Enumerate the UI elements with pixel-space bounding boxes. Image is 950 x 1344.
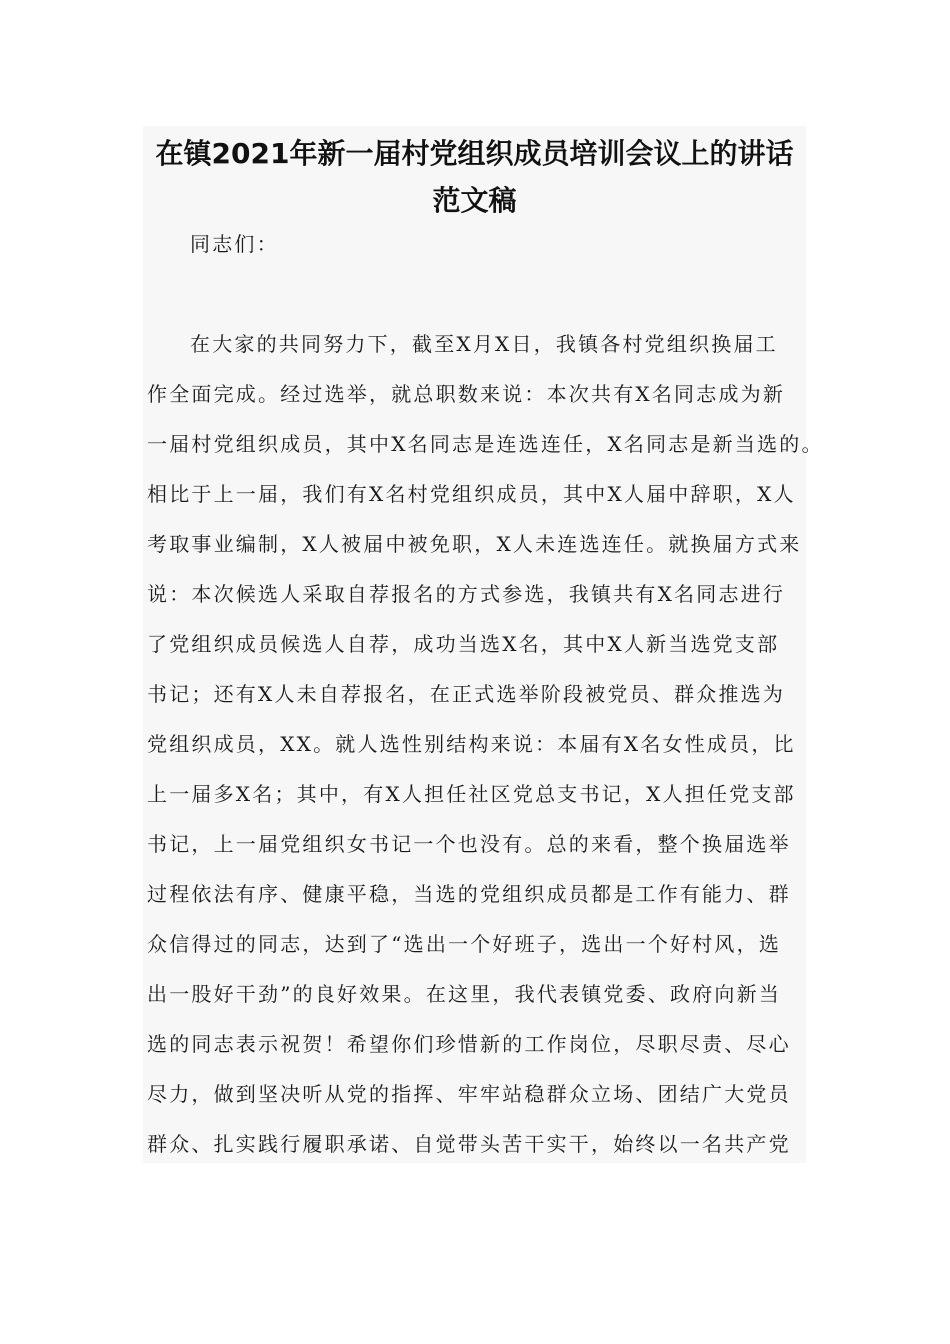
paragraph-line: 相比于上一届，我们有X名村党组织成员，其中X人届中辞职，X人 xyxy=(147,482,796,506)
paragraph-line: 选的同志表示祝贺！希望你们珍惜新的工作岗位，尽职尽责、尽心 xyxy=(147,1032,791,1056)
paragraph-line: 群众、扎实践行履职承诺、自觉带头苦干实干，始终以一名共产党 xyxy=(147,1132,791,1156)
paragraph-line: 在大家的共同努力下，截至X月X日，我镇各村党组织换届工 xyxy=(190,332,778,356)
paragraph-line: 书记，上一届党组织女书记一个也没有。总的来看，整个换届选举 xyxy=(147,832,791,856)
paragraph-line: 说：本次候选人采取自荐报名的方式参选，我镇共有X名同志进行 xyxy=(147,582,786,606)
paragraph-line: 了党组织成员候选人自荐，成功当选X名，其中X人新当选党支部 xyxy=(147,632,780,656)
paragraph-line: 出一股好干劲”的良好效果。在这里，我代表镇党委、政府向新当 xyxy=(147,982,782,1006)
paragraph-line: 书记；还有X人未自荐报名，在正式选举阶段被党员、群众推选为 xyxy=(147,682,786,706)
paragraph-line: 尽力，做到坚决听从党的指挥、牢牢站稳群众立场、团结广大党员 xyxy=(147,1082,791,1106)
paragraph-line: 党组织成员，XX。就人选性别结构来说：本届有X名女性成员，比 xyxy=(147,732,796,756)
paragraph-line: 考取事业编制，X人被届中被免职，X人未连选连任。就换届方式来 xyxy=(147,532,802,556)
document-title-line-1: 在镇2021年新一届村党组织成员培训会议上的讲话 xyxy=(155,137,794,170)
paragraph-line: 过程依法有序、健康平稳，当选的党组织成员都是工作有能力、群 xyxy=(147,882,791,906)
paragraph-line: 上一届多X名；其中，有X人担任社区党总支书记，X人担任党支部 xyxy=(147,782,796,806)
paragraph-line: 作全面完成。经过选举，就总职数来说：本次共有X名同志成为新 xyxy=(147,382,786,406)
document-title-line-2: 范文稿 xyxy=(432,184,517,217)
salutation: 同志们： xyxy=(190,232,279,256)
paragraph-line: 一届村党组织成员，其中X名同志是连选连任，X名同志是新当选的。 xyxy=(147,432,824,456)
paragraph-line: 众信得过的同志，达到了“选出一个好班子，选出一个好村风，选 xyxy=(147,932,782,956)
